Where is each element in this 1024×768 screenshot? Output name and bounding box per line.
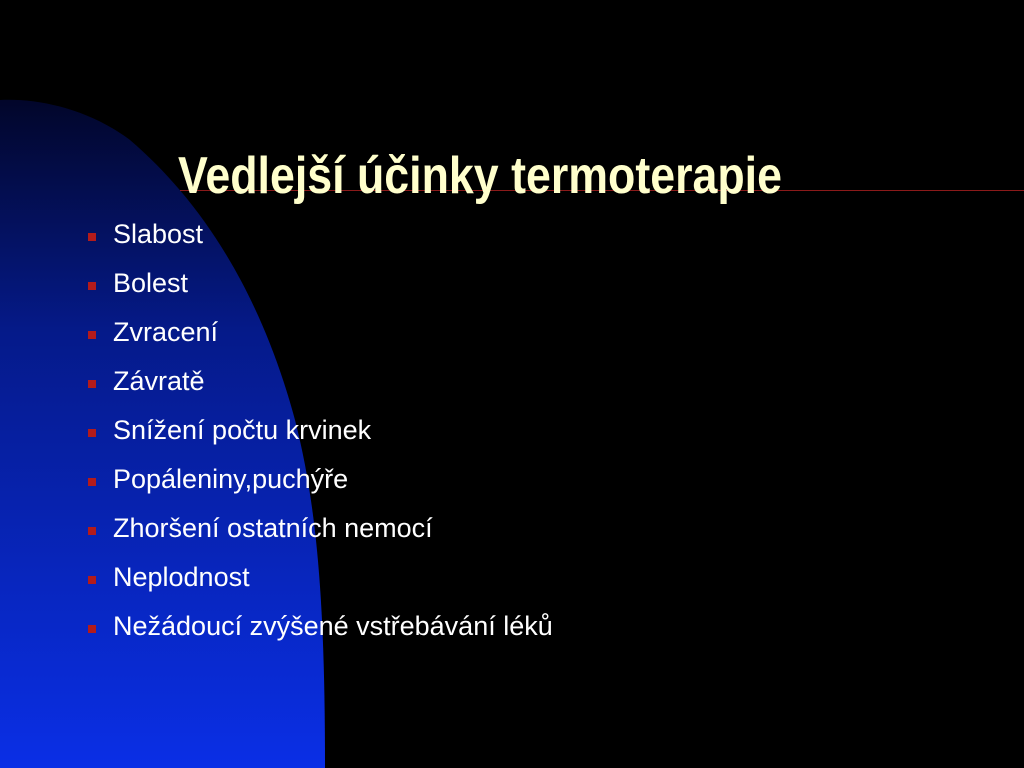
bullet-square-icon (88, 282, 96, 290)
bullet-square-icon (88, 527, 96, 535)
bullet-item (88, 308, 553, 357)
bullet-text: Slabost (113, 219, 204, 249)
bullet-text: Popáleniny,puchýře (113, 464, 349, 494)
bullet-square-icon (88, 576, 96, 584)
bullet-text: Neplodnost (113, 562, 250, 592)
bullet-text: Bolest (113, 268, 189, 298)
bullet-item (88, 210, 553, 259)
bullet-text: Zvracení (113, 317, 219, 347)
bullet-item (88, 455, 553, 504)
bullet-text: Závratě (113, 366, 205, 396)
bullet-square-icon (88, 233, 96, 241)
bullet-item (88, 259, 553, 308)
bullet-square-icon (88, 331, 96, 339)
bullet-text: Zhoršení ostatních nemocí (113, 513, 433, 543)
bullet-square-icon (88, 625, 96, 633)
bullet-square-icon (88, 429, 96, 437)
bullet-text: Nežádoucí zvýšené vstřebávání léků (113, 611, 553, 641)
bullet-list (88, 210, 553, 651)
bullet-item (88, 357, 553, 406)
bullet-item (88, 553, 553, 602)
bullet-item (88, 504, 553, 553)
bullet-square-icon (88, 380, 96, 388)
slide-title: Vedlejší účinky termoterapie (178, 147, 782, 205)
bullet-text: Snížení počtu krvinek (113, 415, 372, 445)
bullet-item (88, 406, 553, 455)
bullet-item (88, 602, 553, 651)
bullet-square-icon (88, 478, 96, 486)
